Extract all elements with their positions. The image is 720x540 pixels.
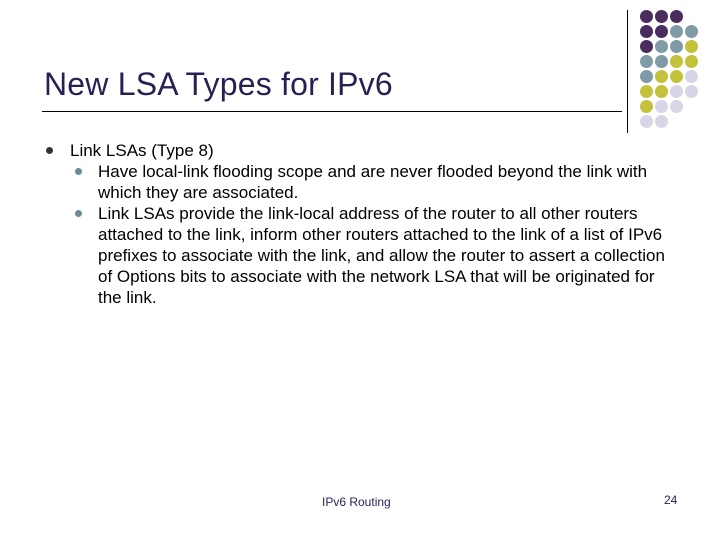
slide-title: New LSA Types for IPv6 (44, 66, 393, 102)
sub-bullet-item (46, 203, 676, 308)
page-number: 24 (664, 493, 678, 507)
decorative-dot (655, 25, 668, 38)
decorative-dot (670, 70, 683, 83)
decorative-dot (655, 70, 668, 83)
decorative-dot-grid (640, 10, 699, 129)
footer-text: IPv6 Routing (322, 495, 391, 509)
decorative-dot (685, 25, 698, 38)
vertical-divider (627, 10, 628, 133)
decorative-dot (640, 100, 653, 113)
decorative-dot (670, 40, 683, 53)
decorative-dot (640, 40, 653, 53)
decorative-dot (655, 10, 668, 23)
decorative-dot (670, 10, 683, 23)
bullet-icon (75, 168, 82, 175)
decorative-dot (655, 55, 668, 68)
decorative-dot (655, 40, 668, 53)
sub-bullet-text: Link LSAs provide the link-local address of the router to all other routers attached to the link, inform other routers attached to the link of a list of IPv6 prefixes to associate with the link, and allow the router to assert a collection of Options bits to associate with the network LSA that will be originated for the link. (98, 204, 665, 307)
title-divider (42, 111, 622, 112)
decorative-dot (640, 115, 653, 128)
decorative-dot (685, 70, 698, 83)
decorative-dot (640, 85, 653, 98)
decorative-dot (685, 115, 698, 128)
decorative-dot (685, 40, 698, 53)
decorative-dot (670, 85, 683, 98)
decorative-dot (640, 10, 653, 23)
decorative-dot (670, 115, 683, 128)
decorative-dot (685, 10, 698, 23)
sub-bullet-item (46, 161, 676, 203)
decorative-dot (685, 85, 698, 98)
decorative-dot (640, 55, 653, 68)
bullet-text: Link LSAs (Type 8) (70, 141, 214, 160)
decorative-dot (685, 55, 698, 68)
decorative-dot (655, 85, 668, 98)
bullet-item (46, 140, 676, 161)
decorative-dot (655, 100, 668, 113)
decorative-dot (640, 70, 653, 83)
decorative-dot (685, 100, 698, 113)
decorative-dot (670, 25, 683, 38)
decorative-dot (640, 25, 653, 38)
decorative-dot (670, 55, 683, 68)
bullet-icon (46, 147, 53, 154)
decorative-dot (670, 100, 683, 113)
decorative-dot (655, 115, 668, 128)
bullet-icon (75, 210, 82, 217)
sub-bullet-text: Have local-link flooding scope and are never flooded beyond the link with which they are associated. (98, 162, 648, 202)
slide-body (46, 140, 676, 308)
